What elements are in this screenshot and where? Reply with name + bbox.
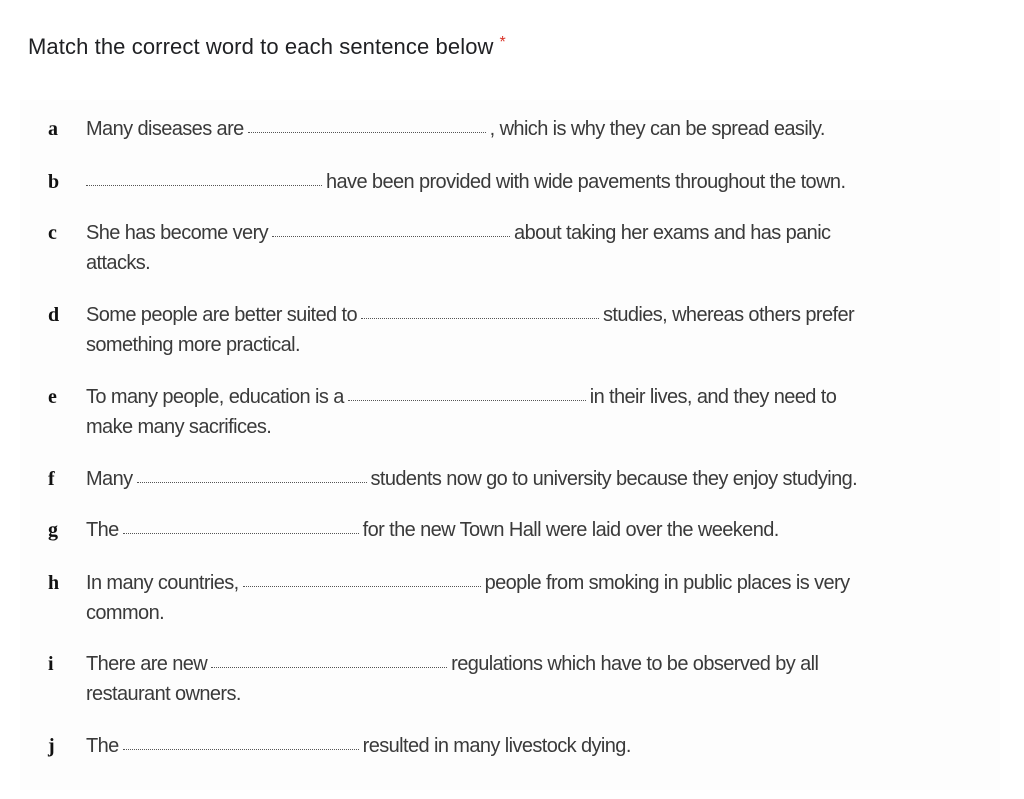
sentence-before: Many diseases are (86, 118, 244, 140)
answer-blank (272, 234, 510, 237)
question-header (28, 34, 506, 60)
sentence-after: students now go to university because they enjoy studying. (370, 468, 858, 490)
sentence-before: To many people, education is a (86, 386, 344, 408)
question-title: Match the correct word to each sentence below (28, 34, 494, 59)
item-sentence (86, 568, 986, 628)
item-sentence (86, 218, 986, 278)
sentence-before: Many (86, 468, 133, 490)
sentence-after: studies, whereas others prefer (603, 304, 855, 326)
sentence-continuation: restaurant owners. (86, 683, 241, 705)
sentence-after: regulations which have to be observed by all (451, 653, 819, 675)
sentence-before: The (86, 735, 119, 757)
sentence-continuation: common. (86, 602, 165, 624)
item-sentence (86, 167, 986, 197)
answer-blank (123, 747, 359, 750)
sentence-continuation: attacks. (86, 252, 151, 274)
sentence-before: In many countries, (86, 572, 239, 594)
required-asterisk: * (499, 34, 506, 51)
answer-blank (243, 584, 481, 587)
answer-blank (137, 480, 367, 483)
item-letter: h (48, 572, 59, 594)
sentence-after: people from smoking in public places is very (484, 572, 850, 594)
answer-blank (361, 316, 599, 319)
item-letter: g (48, 519, 58, 541)
sentence-after: about taking her exams and has panic (514, 222, 831, 244)
item-letter: i (48, 653, 53, 675)
item-letter: b (48, 171, 59, 193)
answer-blank (348, 398, 586, 401)
sentence-continuation: make many sacrifices. (86, 416, 272, 438)
answer-blank (123, 531, 359, 534)
sentence-after: , which is why they can be spread easily. (489, 118, 825, 140)
item-sentence (86, 300, 986, 360)
sentence-before: Some people are better suited to (86, 304, 357, 326)
sentence-after: in their lives, and they need to (589, 386, 837, 408)
sentence-after: for the new Town Hall were laid over the weekend. (362, 519, 779, 541)
sentence-continuation: something more practical. (86, 334, 300, 356)
answer-blank (211, 665, 447, 668)
item-letter: c (48, 222, 57, 244)
item-letter: f (48, 468, 55, 490)
answer-blank (86, 183, 322, 186)
item-sentence (86, 515, 986, 545)
item-letter: j (48, 735, 55, 757)
item-letter: e (48, 386, 57, 408)
item-sentence (86, 731, 986, 761)
item-sentence (86, 382, 986, 442)
sentence-before: The (86, 519, 119, 541)
item-letter: a (48, 118, 58, 140)
sentence-before: She has become very (86, 222, 269, 244)
item-letter: d (48, 304, 59, 326)
answer-blank (248, 130, 486, 133)
item-sentence (86, 114, 986, 144)
item-sentence (86, 464, 986, 494)
item-sentence (86, 649, 986, 709)
sentence-after: resulted in many livestock dying. (362, 735, 631, 757)
sentence-after: have been provided with wide pavements throughout the town. (326, 171, 846, 193)
sentence-before: There are new (86, 653, 208, 675)
